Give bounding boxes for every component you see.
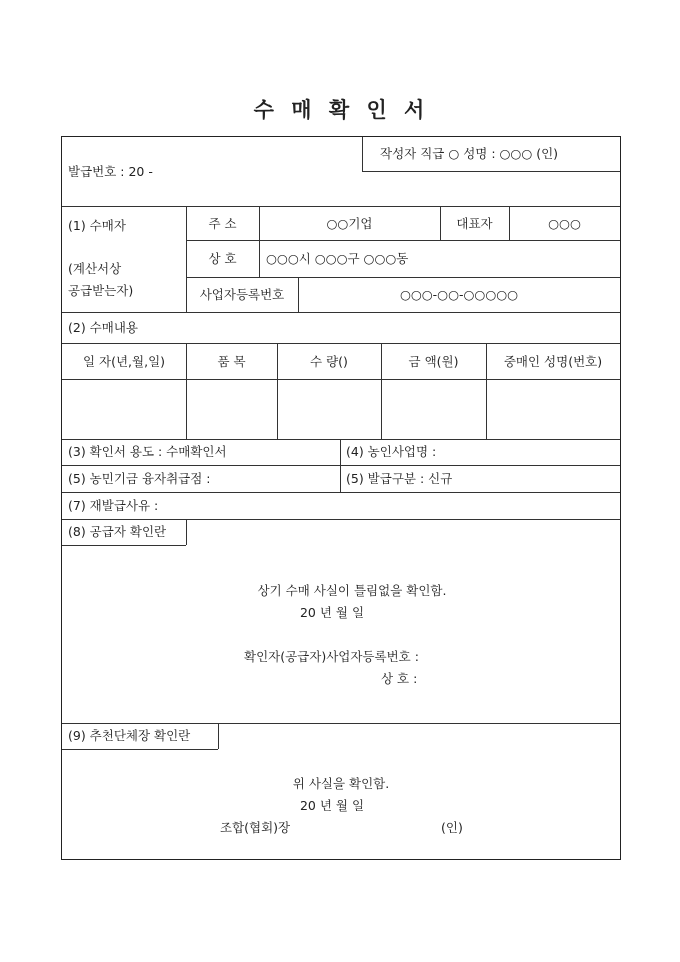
address-label: 주 소 — [208, 216, 237, 231]
supplier-trade-name: 상 호 : — [381, 671, 418, 686]
representative-value: ○○○ — [548, 216, 581, 231]
biz-reg-label: 사업자등록번호 — [199, 287, 285, 302]
issue-number: 발급번호 : 20 - — [68, 164, 153, 179]
col-date: 일 자(년,월,일) — [82, 354, 166, 369]
col-broker: 중매인 성명(번호) — [503, 354, 603, 369]
contents-label: (2) 수매내용 — [68, 320, 138, 335]
buyer-label: (1) 수매자 — [68, 218, 126, 233]
buyer-label-sub1: (계산서상 — [68, 261, 122, 276]
col-amount: 금 액(원) — [408, 354, 459, 369]
supplier-confirm-label: (8) 공급자 확인란 — [68, 524, 167, 539]
purpose: (3) 확인서 용도 : 수매확인서 — [68, 444, 227, 459]
supplier-bizno: 확인자(공급자)사업자등록번호 : — [244, 649, 419, 664]
recommender-confirm-label: (9) 추천단체장 확인란 — [68, 728, 191, 743]
reissue-reason: (7) 재발급사유 : — [68, 498, 159, 513]
supplier-statement: 상기 수매 사실이 틀림없을 확인함. — [257, 583, 447, 598]
trade-name-value: ○○○시 ○○○구 ○○○동 — [266, 251, 409, 266]
confirmation-form — [61, 136, 621, 860]
recommender-date: 20 년 월 일 — [299, 798, 365, 813]
representative-label: 대표자 — [456, 216, 493, 231]
buyer-label-sub2: 공급받는자) — [68, 283, 134, 298]
trade-name-label: 상 호 — [208, 251, 237, 266]
biz-reg-value: ○○○-○○-○○○○○ — [399, 287, 519, 302]
address-value: ○○기업 — [326, 216, 373, 231]
seal-mark: (인) — [441, 820, 463, 835]
col-quantity: 수 량() — [310, 354, 348, 369]
document-title: 수 매 확 인 서 — [253, 98, 427, 122]
supplier-date: 20 년 월 일 — [299, 605, 365, 620]
union-head: 조합(협회)장 — [220, 820, 291, 835]
farm-business-name: (4) 농인사업명 : — [346, 444, 437, 459]
fund-branch: (5) 농민기금 융자취급점 : — [68, 471, 211, 486]
recommender-statement: 위 사실을 확인함. — [292, 776, 390, 791]
col-item: 품 목 — [217, 354, 246, 369]
issue-type: (5) 발급구분 : 신규 — [346, 471, 453, 486]
writer-info: 작성자 직급 ○ 성명 : ○○○ (인) — [380, 146, 559, 161]
